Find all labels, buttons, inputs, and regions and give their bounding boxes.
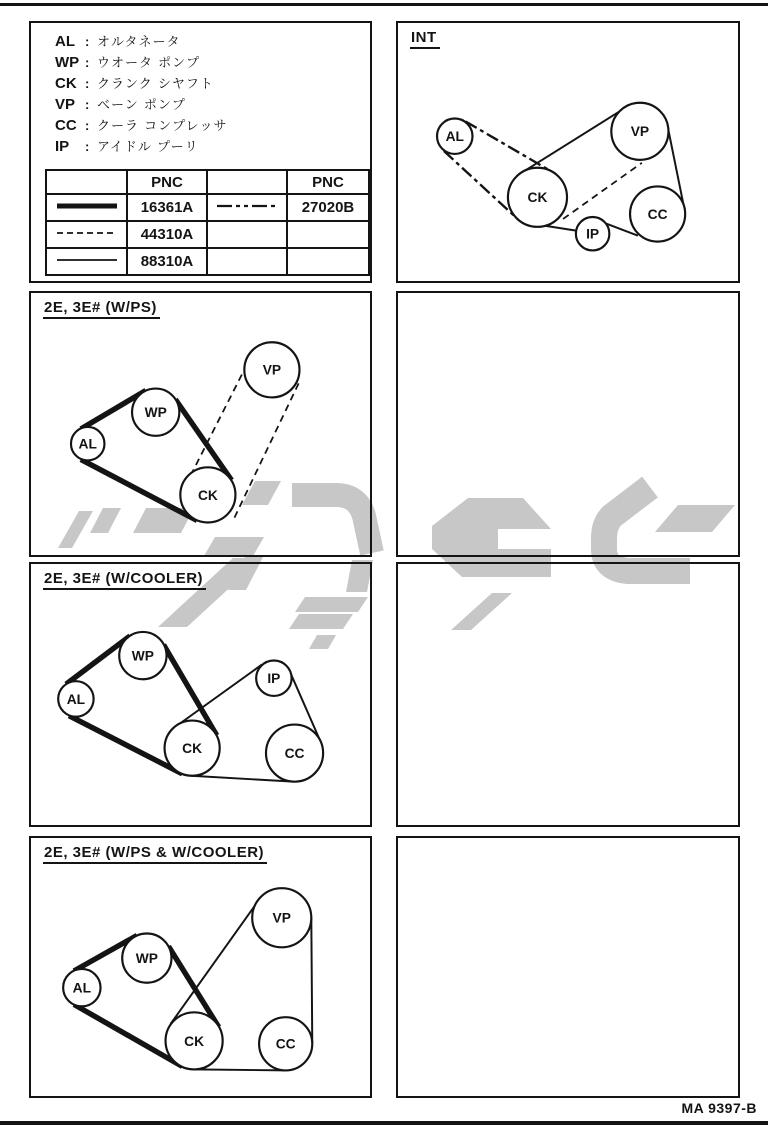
empty-panel-3 bbox=[396, 836, 740, 1098]
diagram-title-wcooler: 2E, 3E# (W/COOLER) bbox=[43, 570, 206, 590]
pnc-table-row bbox=[46, 221, 369, 248]
belt-segment-88310A bbox=[170, 901, 258, 1024]
empty-cell bbox=[287, 221, 369, 248]
belt-segment-88310A bbox=[311, 917, 312, 1043]
legend-name: ウオータ ポンプ bbox=[97, 56, 201, 71]
legend-entry-AL bbox=[55, 31, 227, 52]
legend-abbr: CC bbox=[55, 117, 77, 134]
pulley-label-IP: IP bbox=[267, 671, 281, 687]
legend-abbr: WP bbox=[55, 54, 80, 71]
legend-entry-IP bbox=[55, 136, 227, 157]
pnc-code: 88310A bbox=[127, 248, 207, 275]
legend-colon: : bbox=[85, 139, 90, 154]
belt-segment-88310A bbox=[174, 664, 262, 727]
pulley-label-VP: VP bbox=[262, 362, 282, 378]
pnc-code: 27020B bbox=[287, 194, 369, 221]
pulley-label-CC: CC bbox=[275, 1036, 296, 1052]
diagram-panel-wps bbox=[29, 291, 372, 557]
pulley-label-CC: CC bbox=[647, 206, 668, 222]
belt-diagram-wps bbox=[31, 293, 370, 555]
pulley-label-CC: CC bbox=[284, 746, 305, 762]
pulley-label-CK: CK bbox=[197, 487, 218, 503]
line-style-header-cell bbox=[207, 170, 287, 194]
legend-panel bbox=[29, 21, 372, 283]
belt-line-sample-dash-dot bbox=[207, 194, 287, 221]
legend-list bbox=[55, 31, 227, 157]
pulley-label-WP: WP bbox=[131, 648, 154, 664]
drawing-code: MA 9397-B bbox=[681, 1100, 757, 1116]
pulley-label-CK: CK bbox=[182, 741, 203, 757]
belt-line-sample-thick-solid bbox=[46, 194, 127, 221]
legend-abbr: IP bbox=[55, 138, 70, 155]
empty-panel-1 bbox=[396, 291, 740, 557]
line-style-header-cell bbox=[46, 170, 127, 194]
legend-colon: : bbox=[85, 55, 90, 70]
pulley-label-VP: VP bbox=[630, 124, 650, 140]
diagram-title-wps: 2E, 3E# (W/PS) bbox=[43, 299, 160, 319]
legend-entry-WP bbox=[55, 52, 227, 73]
pnc-header-cell: PNC bbox=[287, 170, 369, 194]
belt-segment-16361A bbox=[81, 459, 197, 520]
belt-line-sample-thin-solid bbox=[46, 248, 127, 275]
page-bottom-rule bbox=[0, 1121, 768, 1125]
empty-cell bbox=[207, 221, 287, 248]
legend-abbr: AL bbox=[55, 33, 75, 50]
diagram-panel-wcooler bbox=[29, 562, 372, 827]
pulley-label-WP: WP bbox=[144, 405, 167, 421]
pulley-label-CK: CK bbox=[184, 1033, 205, 1049]
pnc-code: 16361A bbox=[127, 194, 207, 221]
pulley-label-IP: IP bbox=[586, 226, 600, 242]
legend-entry-VP bbox=[55, 94, 227, 115]
belt-diagram-wps-wcooler bbox=[31, 838, 370, 1096]
pulley-label-AL: AL bbox=[78, 436, 97, 452]
legend-entry-CK bbox=[55, 73, 227, 94]
belt-segment-27020B bbox=[466, 121, 556, 173]
belt-line-sample-dashed bbox=[46, 221, 127, 248]
pnc-table bbox=[45, 169, 370, 276]
legend-name: オルタネータ bbox=[97, 35, 181, 50]
belt-segment-44310A bbox=[234, 382, 299, 518]
diagram-panel-wps-wcooler bbox=[29, 836, 372, 1098]
diagram-title-wps-wcooler: 2E, 3E# (W/PS & W/COOLER) bbox=[43, 844, 267, 864]
belt-diagram-int bbox=[398, 23, 738, 281]
legend-colon: : bbox=[85, 34, 90, 49]
legend-name: ベーン ポンプ bbox=[97, 98, 186, 113]
legend-name: アイドル プーリ bbox=[97, 140, 199, 155]
belt-segment-27020B bbox=[444, 151, 520, 221]
diagram-panel-int bbox=[396, 21, 740, 283]
pnc-table-row bbox=[46, 194, 369, 221]
pulley-label-AL: AL bbox=[445, 129, 464, 145]
pulley-label-CK: CK bbox=[527, 190, 548, 206]
legend-name: クーラ コンプレッサ bbox=[97, 119, 228, 134]
legend-entry-CC bbox=[55, 115, 227, 136]
legend-colon: : bbox=[85, 118, 90, 133]
empty-cell bbox=[287, 248, 369, 275]
legend-name: クランク シヤフト bbox=[97, 77, 214, 92]
legend-colon: : bbox=[85, 76, 90, 91]
legend-colon: : bbox=[85, 97, 90, 112]
pnc-header-cell: PNC bbox=[127, 170, 207, 194]
belt-segment-88310A bbox=[193, 1069, 285, 1070]
pnc-code: 44310A bbox=[127, 221, 207, 248]
legend-abbr: VP bbox=[55, 96, 76, 113]
belt-segment-88310A bbox=[522, 107, 627, 173]
diagram-title-int: INT bbox=[410, 29, 440, 49]
pulley-label-AL: AL bbox=[72, 980, 92, 996]
pulley-label-AL: AL bbox=[66, 691, 86, 707]
pulley-label-WP: WP bbox=[135, 951, 158, 967]
empty-cell bbox=[207, 248, 287, 275]
pulley-label-VP: VP bbox=[272, 910, 291, 926]
empty-panel-2 bbox=[396, 562, 740, 827]
legend-abbr: CK bbox=[55, 75, 77, 92]
pnc-table-row bbox=[46, 248, 369, 275]
belt-diagram-wcooler bbox=[31, 564, 370, 825]
